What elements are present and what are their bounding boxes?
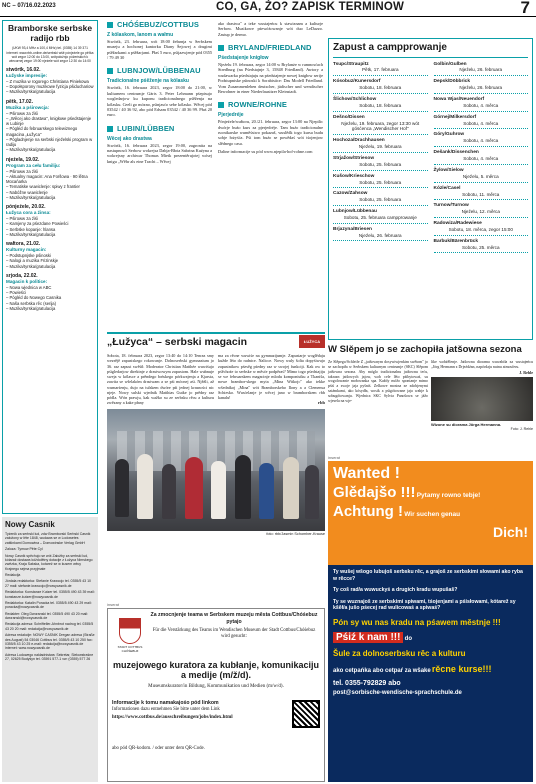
zapust-place: Žylow/Sielow xyxy=(433,167,464,173)
zapust-place: Hochoza/Drachhausen xyxy=(333,138,385,144)
schedule-item: – Pśiroww za źiśi xyxy=(6,168,38,174)
schedule-item: – Pógléd do Nowego Casnika xyxy=(6,295,62,301)
schedule-item: – Dopołsporony muzikowe fyzicja pśiduchariow xyxy=(6,84,94,90)
photo-caption: foto: rbb/Jasmin Schomber-Krause xyxy=(266,532,325,536)
zapust-entry xyxy=(333,114,428,135)
ad-info: Informacije k tomu namakajośo pód linkom xyxy=(112,700,219,707)
article-signature: rbb xyxy=(317,400,325,406)
ad-wanted: Wanted ! xyxy=(333,465,400,482)
impressum-line: Redakter: Oleg Dworanski tel. 0355/5 490 43 20 mail: dworanski@nowycasnik.de xyxy=(5,611,89,620)
zapust-entry xyxy=(434,167,529,183)
schedule-heading: Magacin k politice: xyxy=(6,279,48,285)
zapust-date: Sobotu, 4. měrca xyxy=(463,138,499,144)
schedule-item: – Pógladnjenje na serbski njeźelski program w radiju xyxy=(6,136,93,148)
zapust-date: Njeźelu, 26. februara xyxy=(358,232,402,238)
ad-ako: ako cetpańka abo cetpaŕ za wšake xyxy=(333,668,431,674)
ad-do: do xyxy=(404,635,413,642)
schedule-heading: Muzika a pśirowcja: xyxy=(6,104,50,110)
zapust-place: Nowa Wjas/Neuendorf xyxy=(433,96,485,102)
event-title: Pśedstajenje knigłow xyxy=(218,55,269,62)
schedule-item: – Naša serbska rěc (serija) xyxy=(6,300,57,306)
zapust-date: Sobotu, 25. februara xyxy=(359,197,402,203)
event-text: ako drastwa" a teke wustajeńcu k stawiznam a kulturje Serbow. Muzikowe pśewóźowanje wót duo LeDazzo. Zastup je dermo. xyxy=(218,21,323,37)
zapust-list-left xyxy=(333,61,428,256)
schedule-item: – Aktualny magacin: Ana Foršowa · 90 lětna Mocańarka xyxy=(6,173,88,185)
radio-freq: (UKW 93,4 MHz a 100,4 MHz) tel. (0355) 14 39 371 xyxy=(12,45,88,50)
schedule-item: – Nowa wjednica w ABC xyxy=(6,284,52,290)
zapust-entry xyxy=(434,149,529,165)
zapust-date: Sobotu, 25. měrca xyxy=(461,244,500,250)
impressum-line: Redaktorka: Katalin Poracka tel. 0355/5 490 43 29 mail: poracka@nowycasnik.de xyxy=(5,600,92,610)
zapust-place: Kušow/Krieschow xyxy=(333,173,375,179)
schedule-item: – Pśiroww za źiśi xyxy=(6,110,38,116)
impressum-line: Jórdala redaktorka: Stefanie Krawcojc tel. 0355/5 43 10 27 mail: stefanie.krawcojc@nowycasnik.de xyxy=(5,579,91,588)
event-text: Stwórtk, 16. februara 2023, zegor 18:00 do 21:00, w kulturnem centrumje Gäris 3. Peter Lehmann pśepisujo wogledarjow ku kuponu tradicionalnego pśěženja na kólasku. Ceeli go mózno, pśinjasćo sebe kólasko. Wěcej pód 03542 / 40 36 92, abo pód Edsam 03542 / 40 36 99. Płaś 20 euro. xyxy=(107,85,212,118)
events-column-2 xyxy=(218,20,323,338)
zapust-entry xyxy=(434,78,529,94)
language-school-ad xyxy=(328,461,533,782)
ad-psiz: Pśiź k nam !!! xyxy=(333,632,403,643)
schedule-heading: Program za cełu familiju: xyxy=(6,162,61,168)
ad-question-3: Ty se wuznajoš ze serbskimi spiwami, tśojenjami a pśisłowami, kótarež sy kšěł/a jušo pśecej rad wulicowaś a spiwaś? xyxy=(333,598,516,611)
zapust-entry xyxy=(333,78,428,94)
ad-question-1: Ty wušej wšogo lubujoš serbsku rěc, a grajoš ze serbskimi słowami ako ryba w rěcce? xyxy=(333,569,523,582)
stadt-cottbus-logo: STADT COTTBUS CHÓŚEBUZ xyxy=(112,612,148,654)
zapust-list-right xyxy=(434,61,529,256)
impressum-line: Redakcija xyxy=(5,573,21,577)
event-title: Wěcej ako drastwa xyxy=(107,135,152,142)
schedule-item: – Pśiroww za źiśi xyxy=(6,216,38,222)
event-text: Njeźelu 19. februara, zegor 14:00 w Brylanże w rumnosćach Stredburg (na Pśedstajnje 3, 15848 Friedland). Awtory a wudawarka pśedstajuju na pśedstajenje nowej knigłow serije Podstupniske pśinoski k Sorabistice: Das Modell Friedland. Vom Zusammenleben deutscher, jüdischer und wendischer Bewohner in einer Niederlausitzer Kleinstadt. xyxy=(218,62,323,94)
zapust-place: Strjažow/Striesow xyxy=(333,155,375,161)
zapust-place: Góry/Guhrow xyxy=(433,132,465,138)
impressum-box xyxy=(2,517,98,782)
zapust-place: Dešank/Dissenchen xyxy=(433,150,479,156)
zapust-entry xyxy=(333,226,428,242)
zapust-entry xyxy=(333,208,428,224)
ad-recne: rěcne kurse!!! xyxy=(431,664,492,674)
zapust-date: Pětk, 17. februara xyxy=(361,67,399,73)
schedule-day: njeźela, 19.02. xyxy=(6,156,40,163)
impressum-line: Adresa redakcije: NOWY CASNIK Dregan adresa (Straße des August) 54 03046 Cottbus tel. 0355/5 43 10 250 fax: 0355/5 43 10 25 e-mail: redakcija@nowycasnik.de internet: www.nowycasnik.de xyxy=(5,633,95,651)
magazine-article xyxy=(107,332,325,594)
zapust-entry xyxy=(333,137,428,153)
event-text: Pónjeźele/wałtoru, 20./21. februara, zegor 13:00 na Njepilic dwórje buźo kurs za pjerjedréje. Tam buźo tradicionalne rucnikarske wuměśstwo pokazaš, wuslědk togo kursa budu sobje łożyśća. Pśi tom buźo se powědaś wót tśojenjow slědnego casa. xyxy=(218,119,323,146)
zapust-box xyxy=(328,38,533,340)
schedule-item: – Tematiske wuwiclenje: spiwy z frantier xyxy=(6,184,80,190)
schedule-item: – Muzika/tyrska/gratulacija xyxy=(6,305,56,311)
zapust-date: Njeźelu, 5. měrca xyxy=(462,173,499,179)
zapust-date: Njeźelu, 12. měrca xyxy=(461,209,500,215)
radio-info: internet: www.rbb-online.de/serbski wšě pónjeźele go pěťka wót zegor 12:00 do 13:00, wótpołožnjo póžeńskich k wiecornej zegor 19:00 njeźele wót zegor 12:30 do 14:00 xyxy=(6,50,94,63)
impressum-line: Nowy Casnik spěchujo se wót Załožby za serbski lud, kótaraž dostawa kóždolětny dotacije z Łužyca Nimskego zwězka, Kraja Sakska, kotarež se w kusem wěcy Krajnego sejma przyjmate xyxy=(5,553,93,571)
ad-position-de: Museumskurator/in Bildung, Kommunikation und Medien (m/w/d). xyxy=(148,684,284,690)
impressum-lines xyxy=(5,532,95,661)
ad-email[interactable]: post@sorbische-wendische-sprachschule.de xyxy=(333,690,462,697)
zapust-place: Górnej/Milkersdorf xyxy=(433,114,477,120)
schedule-item: – Serbske kopanje: hlansa xyxy=(6,226,56,232)
diorama-photo xyxy=(431,377,533,421)
ad-phone: tel. 0355-792829 abo xyxy=(333,679,401,687)
schedule-item: – Muzika/tyrska/gratulacija xyxy=(6,89,56,95)
slepo-title: W Slěpem jo se zachopiła jatšowna sezona xyxy=(328,344,522,355)
impressum-title: Nowy Casnik xyxy=(5,520,55,529)
job-ad xyxy=(107,608,325,782)
section-lubnjow: LUBNJOW/LÜBBENAU xyxy=(107,66,212,75)
impressum-line: Redakcija adresa: Schrifteller-Ahnbrot nadrog tel. 0355/5 43 20 20 mail: redakcija@nowycasnik.de xyxy=(5,622,94,631)
inserat-label: inserat xyxy=(328,455,341,460)
ad-school-name: Šule za dolnoserbsku rěc a kulturu xyxy=(333,649,466,658)
inserat-label: inserat xyxy=(107,602,120,607)
zapust-entry xyxy=(434,131,529,147)
ad-link[interactable]: https://www.cottbus.de/ausschreibungen/jobs/index.html xyxy=(112,714,233,720)
ad-gledajso-sub: Pytamy rowno tebje! xyxy=(416,492,481,499)
impressum-line: Redaktorka: Konstanze Kutzer tel. 0355/5 490 43 39 mail: konstanze.kutzer@nowycasnik.de xyxy=(5,590,95,599)
zapust-date: Sobotu, 25. februara xyxy=(359,179,402,185)
radio-schedule xyxy=(6,67,94,311)
ad-achtung: Achtung ! xyxy=(333,502,403,520)
event-title: Tradicionalne pśěženje na kólasku xyxy=(107,78,189,85)
schedule-item: – Z muzika w rogorego Christiana Piniekowa xyxy=(6,78,89,84)
zapust-entry xyxy=(434,185,529,201)
ad-pon: Pón sy wu nas kradu na pśawem městnje !!! xyxy=(333,617,501,627)
section-chosebuz: CHÓŚEBUZ/COTTBUS xyxy=(107,20,212,29)
impressum-line: Adresa Ludowego nakładnistwa: Sekretar, Sielowstrašne 27, 02625 Budyšyn tel. 03591 577-1 vw: (0355) 577 26 xyxy=(5,652,94,661)
ad-header-orange xyxy=(328,461,533,565)
zapust-place: Radowiza/Radewiese xyxy=(433,220,482,226)
zapust-date: Sobotu, 25. februara campprowanje xyxy=(343,214,417,220)
schedule-item: – Muzika/tyrska/gratulacija xyxy=(6,147,56,153)
event-text: Stwórtk, 16. februara 2023, zegor 19:00, zagronita na nastupnosći Serbow wokrejsa Dabja-Błota Sabrina Kuźyna a wokrejsny archiwar Thomas Mietk prezentěrujotej wósej knigu „Wěhr als eine Tracht – Wěcej xyxy=(107,142,212,164)
ad-position: muzejowego kuratora za kubłanje, komunikaciju a medije (m/ž/d). xyxy=(112,659,320,681)
zapust-place: Cazow/Zahsow xyxy=(333,191,368,197)
zapust-place: Tsupc/Straupitz xyxy=(333,61,369,67)
zapust-entry xyxy=(434,114,529,130)
zapust-date: Sobotu, 18. februara xyxy=(359,85,402,91)
section-bryland: BRYLAND/FRIEDLAND xyxy=(218,43,323,52)
radio-box xyxy=(2,20,98,514)
schedule-item: – Muzika/tyrska/gratulacija xyxy=(6,194,56,200)
schedule-day: wałtora, 21.02. xyxy=(6,241,41,248)
event-text: Stwórtk, 23. februara, wót 18:00 žełarnja w Serbskem muzeju a hochonej kantorku Diany Šejowej a drugimi pśěžarkami a pśěžarjami. Płaś 5 euro, pśijazwjenje pód 0355 / 79 49 30 xyxy=(107,39,212,61)
ad-line-2: Für die Verstärkung des Teams im Wendischen Museum der Stadt Cottbus/Chóśebuz wird gesucht: xyxy=(152,628,316,639)
zapust-date: Njeźelu, 19. februara, zegor 13:30 wót gósćenca „Wendischer Hof" xyxy=(341,120,420,132)
schedule-heading: Łužyske impresije: xyxy=(6,73,48,79)
carnival-photo xyxy=(107,409,325,531)
zapust-date: Sobotu, 4. měrca xyxy=(463,102,499,108)
zapust-date: Sobotu, 18. měrca, zegor 15:00 xyxy=(448,226,513,232)
impressum-line: Tyźenik za serbski lud, zdw Bramborski Serbski Casnik załožony w lěte 1848, wudawa se w Lodowetes zatšinkami Domowina – Domowinske Verlag GmbH xyxy=(5,532,91,545)
schedule-item: – Podstupnjske pśinoski xyxy=(6,253,51,259)
zapust-date: Njeźelu, 26. februara xyxy=(459,85,503,91)
schedule-heading: Kulturny magacin: xyxy=(6,247,47,253)
page-title: CO, GA, ŹO? ZAPISK TERMINOW xyxy=(215,1,405,13)
schedule-day: pětk, 17.02. xyxy=(6,98,33,105)
schedule-day: srjoda, 22.02. xyxy=(6,272,38,279)
event-link: Daline informacije su pód www.njepila-hof-rohne.com xyxy=(218,149,313,155)
zapust-entry xyxy=(434,61,529,77)
zapust-place: Lubnjow/Lübbenau xyxy=(333,208,377,214)
zapust-place: Turnow/Turnow xyxy=(433,203,469,209)
ad-question-2: Ty coš rad/a wuwuckyś a drugich kradu wupušaš? xyxy=(333,587,458,593)
article-title: „Łužyca“ – serbski magacin xyxy=(107,336,248,348)
zapust-date: Njeźelu, 26. februara xyxy=(459,67,503,73)
zapust-entry xyxy=(333,173,428,189)
page-number: 7 xyxy=(520,0,530,17)
schedule-item: – Muzika/tyrska/gratulacija xyxy=(6,263,56,269)
zapust-date: Sobotu, 11. měrca xyxy=(462,191,500,197)
radio-title: Bramborske serbske radijo rbb xyxy=(7,23,93,43)
ad-achtung-sub: Wir suchen genau xyxy=(404,510,461,518)
zapust-place: Barbuk/Bärenbrück xyxy=(433,238,479,244)
slepo-caption: Wizone su diorama Jörga Hermanna. xyxy=(431,421,502,427)
slepo-photo-credit: Foto: J. Rehle xyxy=(510,426,533,431)
schedule-day: stwórtk, 16.02. xyxy=(6,66,41,73)
zapust-entry xyxy=(333,155,428,171)
schedule-heading: Łužyca cora a źinsa: xyxy=(6,210,51,216)
zapust-entry xyxy=(434,238,529,254)
zapust-entry xyxy=(434,220,529,236)
zapust-title: Zapust a campprowanje xyxy=(333,42,528,58)
ad-line-1: Za zmocnjenje teama w Serbskem muzeju města Cottbus/Chóśebuz pytajo xyxy=(150,612,318,625)
zapust-entry xyxy=(333,96,428,112)
event-title: Z kólaskom, lanom a wałmu xyxy=(107,32,174,38)
qr-code xyxy=(292,700,320,728)
section-lubin: LUBIN/LÜBBEN xyxy=(107,124,212,133)
ad-info-de: Informationen dazu entnehmen Sie bitte unter dem Link xyxy=(112,706,220,712)
section-rowne: ROWNE/ROHNE xyxy=(218,100,323,109)
issue-label: NC – 07/16.02.2023 xyxy=(2,3,56,9)
impressum-line: Zaloza: Tymow Pěte Cyl xyxy=(5,547,43,552)
schedule-item: – Kamjeny za pśezdane Powieści xyxy=(6,221,69,227)
ad-qr-text: abo pód QR-kodom. / oder unter dem QR-Code. xyxy=(112,746,205,752)
slepo-signature: J. Rehle xyxy=(519,369,533,375)
ad-gledajso: Glědajšo !!! xyxy=(333,484,416,501)
schedule-item: – Nabóžne wuwiclenje xyxy=(6,189,48,195)
zapust-place: Šlichow/Schlichow xyxy=(333,96,377,102)
zapust-date: Sobotu, 18. februara xyxy=(359,102,402,108)
page-header xyxy=(0,0,536,17)
zapust-date: Sobotu, 4. měrca xyxy=(463,120,499,126)
events-column-1 xyxy=(107,20,212,338)
schedule-item: – Powieści xyxy=(6,290,27,296)
luzyca-logo: ŁUŽYCA xyxy=(299,335,325,348)
schedule-day: pónjeźele, 20.02. xyxy=(6,204,46,211)
schedule-item: – „Wěcej ako drastwa", knigłowe pśedstajenje w Lubinje xyxy=(6,115,92,127)
slepo-text-col1: Ze Slěpego/Schleife Z „jatšownym dosywiwjenkim swětom" jo se zachopiła w Serbskem kulturnym centrumje (SKC) Slěpom jatšowna sezona. Aby móglo tradicionalnu jatšownu teću, takrazn jatšowych jajow, wob cele lěto pśibytowaś, su wogolowanie mołowanka spa. Každy móžo spontanje mimo pśiś a swoje jaja pyšniś. Zelkowe mostna ze zdobjenymi sztámkami, ako kósydła, wosik a pśigótowane jaja wabje k sobugótowanju. Wjednica SKC Sylvia Panošowa se jážo wjesela na wje- xyxy=(328,359,428,403)
zapust-place: Kózle/Casel xyxy=(433,185,461,191)
zapust-place: Depsk/Döbbrick xyxy=(433,79,471,85)
schedule-item: – Pógléd do februarskego telewiznego magacina „Łužyca" xyxy=(6,126,78,137)
ad-dich: Dich! xyxy=(493,523,528,540)
article-text-col1: Sobota, 18. februara 2023, zegor 13:40 do 14:10 Tenraz smy wezrějě zapustskego rokowanje. Dolnoserbski gymnazium jo 36. raz zapust swěśił. Moderator Christian Matthée wuwiśujo pśigledarjow direktnje z drastwowym zapustom. Hale wubnuje sweja w kólasce a prěndego łońskego pórkwajenja a Kjarsta, zawita se wšelakóm drastwam a se pśi mócnej aśi. Njěźli, až wumarśenju, dujo na tulskem dwóre pśi jednej krasności nic njeje. Nowy sulski wjednik Matthias Gutke jo prědny raz pódla. Wón prawju, kak wažko su ze serbsku rěcu a kulturu zwězany a kake płany xyxy=(107,353,214,406)
event-title: Pjerjedréje xyxy=(218,112,244,119)
zapust-date: Njeźelu, 19. februara xyxy=(358,144,402,150)
schedule-item: – Nalogi a muzika Frizinskje xyxy=(6,258,59,264)
zapust-entry xyxy=(333,61,428,77)
zapust-date: Sobotu, 25. februara xyxy=(359,161,402,167)
zapust-entry xyxy=(434,96,529,112)
zapust-place: Golbin/Gulben xyxy=(433,61,467,67)
zapust-place: Dešno/Dissen xyxy=(333,114,365,120)
zapust-entry xyxy=(333,190,428,206)
article-text-col2: ma za rěcne wuwiśe na gymnazijumje. Zapustarje woglědaju kužde lěto do radnice. Nalicce. Nowy wuly šolta dopyśiwujo zapustnikow pśesěg pśedny raz w swojej funkciji. Kak ow to pśěchoźe to serbske w měsće podpěraś? Mimo togo pśedstajiju se we februarskem magacinje mlodu komponistku a Tkaniša, nowe brambor-skego myta „Mina Witkojc" ako tekke wšedníkoj „Mina" wót Bramborskeho Ilony a a Clemensa Schiesko. Wusćelanje je wěcej jano w bramborskem rbb kanalu! xyxy=(218,353,325,401)
zapust-entry xyxy=(434,202,529,218)
zapust-place: Brjazyna/Briesen xyxy=(333,226,372,232)
zapust-date: Sobotu, 4. měrca xyxy=(463,156,499,162)
slepo-article xyxy=(328,345,533,445)
zapust-place: Kósobuz/Kunersdorf xyxy=(333,79,381,85)
slepo-text-col2: like wobźělenje. Jatšowna diorama wuwabiła za wustajeńcu „Jörg Hermann z Drjeźdźan, napórdaju nutnu atmosferu. xyxy=(431,359,533,369)
schedule-item: – Muzika/tyrska/gratulacija xyxy=(6,231,56,237)
